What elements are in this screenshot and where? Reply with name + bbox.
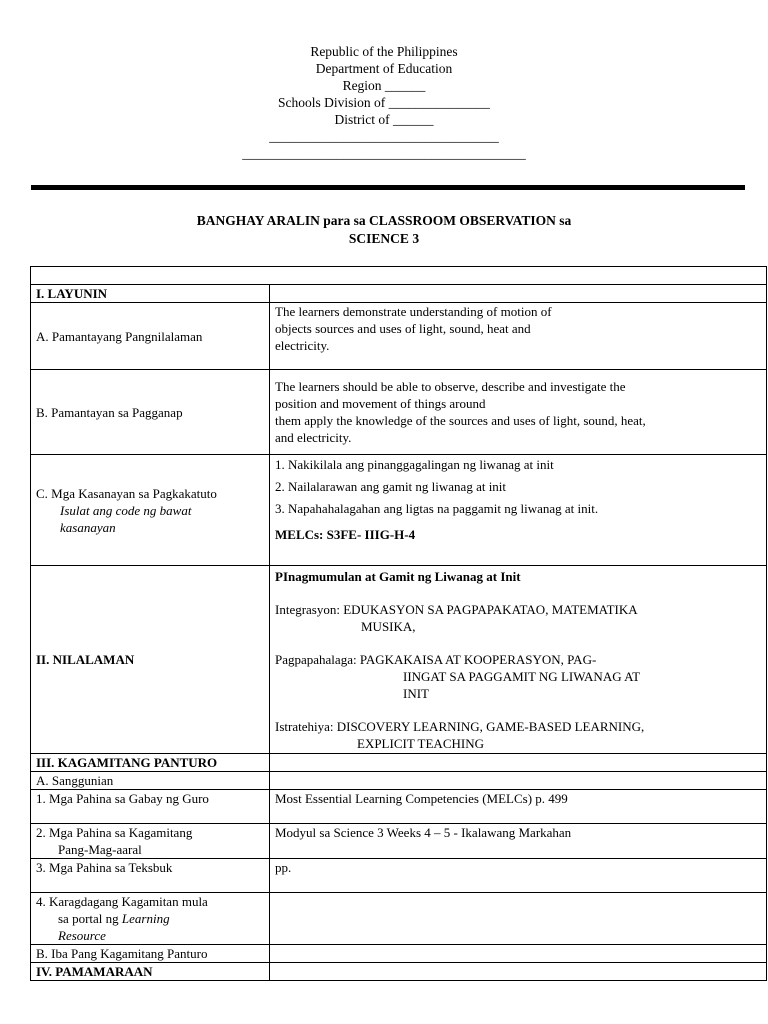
table-row-pamamaraan bbox=[31, 963, 767, 981]
label-portal bbox=[31, 893, 270, 945]
table-row-teksbuk bbox=[31, 859, 767, 893]
competency-item-3: 3. Napahahalagahan ang ligtas na paggamit ng liwanag at init. bbox=[275, 501, 599, 516]
table-row-kasanayan bbox=[31, 455, 767, 566]
b-line-2: position and movement of things around bbox=[275, 396, 486, 411]
pagpapahalaga-line-1: Pagpapahalaga: PAGKAKAISA AT KOOPERASYON, PAG- bbox=[275, 652, 597, 667]
table-row-portal bbox=[31, 893, 767, 945]
value-gabay-guro: Most Essential Learning Competencies (MELCs) p. 499 bbox=[270, 790, 767, 824]
label-kagamitang-mag-aaral bbox=[31, 824, 270, 859]
header-divider bbox=[31, 185, 745, 190]
label-teksbuk: 3. Mga Pahina sa Teksbuk bbox=[31, 859, 270, 893]
a-line-2: objects sources and uses of light, sound, heat and bbox=[275, 321, 531, 336]
lesson-plan-table bbox=[30, 266, 767, 981]
competency-item-1: 1. Nakikilala ang pinanggagalingan ng liwanag at init bbox=[275, 457, 554, 472]
table-row-gabay-guro bbox=[31, 790, 767, 824]
label-sanggunian: A. Sanggunian bbox=[31, 772, 270, 790]
table-row-blank bbox=[31, 267, 767, 285]
table-row-layunin bbox=[31, 285, 767, 303]
table-row-kagamitan bbox=[31, 754, 767, 772]
label-kasanayan bbox=[31, 455, 270, 566]
b-line-4: and electricity. bbox=[275, 430, 352, 445]
value-pamamaraan bbox=[270, 963, 767, 981]
sanggunian-value bbox=[270, 772, 767, 790]
section-kagamitan: III. KAGAMITANG PANTURO bbox=[31, 754, 270, 772]
r2-label-line-1: 2. Mga Pahina sa Kagamitang bbox=[36, 825, 193, 840]
a-line-3: electricity. bbox=[275, 338, 330, 353]
header-blank-line-2: __________________________________________ bbox=[242, 146, 526, 161]
value-teksbuk: pp. bbox=[270, 859, 767, 893]
title-line-1: BANGHAY ARALIN para sa CLASSROOM OBSERVATION sa bbox=[196, 213, 572, 228]
r4-label-line-3: Resource bbox=[58, 928, 106, 943]
competency-item-2: 2. Nailalarawan ang gamit ng liwanag at init bbox=[275, 479, 507, 494]
value-kasanayan bbox=[270, 455, 767, 566]
melc-code: MELCs: S3FE- IIIG-H-4 bbox=[275, 527, 416, 542]
integrasyon-line-2: MUSIKA, bbox=[361, 619, 416, 634]
header-department: Department of Education bbox=[315, 61, 453, 76]
istratehiya-line-1: Istratehiya: DISCOVERY LEARNING, GAME-BASED LEARNING, bbox=[275, 719, 645, 734]
istratehiya-line-2: EXPLICIT TEACHING bbox=[357, 736, 484, 751]
section-pamamaraan: IV. PAMAMARAAN bbox=[31, 963, 270, 981]
label-pamantayan-sa-pagganap: B. Pamantayan sa Pagganap bbox=[31, 370, 270, 455]
title-line-2: SCIENCE 3 bbox=[348, 231, 420, 246]
pagpapahalaga-line-3: INIT bbox=[403, 686, 429, 701]
table-row-pamantayan-sa-pagganap bbox=[31, 370, 767, 455]
section-nilalaman: II. NILALAMAN bbox=[31, 566, 270, 754]
header-republic: Republic of the Philippines bbox=[310, 44, 458, 59]
label-iba-pang-kagamitan: B. Iba Pang Kagamitang Panturo bbox=[31, 945, 270, 963]
header-region: Region ______ bbox=[342, 78, 426, 93]
value-nilalaman bbox=[270, 566, 767, 754]
c-label: C. Mga Kasanayan sa Pagkakatuto bbox=[36, 485, 217, 501]
label-pamantayang-pangnilalaman: A. Pamantayang Pangnilalaman bbox=[31, 303, 270, 370]
integrasyon-line-1: Integrasyon: EDUKASYON SA PAGPAPAKATAO, MATEMATIKA bbox=[275, 602, 638, 617]
value-pamantayang-pangnilalaman bbox=[270, 303, 767, 370]
value-portal bbox=[270, 893, 767, 945]
kagamitan-value bbox=[270, 754, 767, 772]
table-row-sanggunian bbox=[31, 772, 767, 790]
b-line-1: The learners should be able to observe, describe and investigate the bbox=[275, 379, 626, 394]
r4-label-line-2a: sa portal ng bbox=[58, 911, 122, 926]
header-division: Schools Division of _______________ bbox=[278, 95, 490, 110]
c-sub-line-2: kasanayan bbox=[60, 519, 116, 535]
table-row-nilalaman bbox=[31, 566, 767, 754]
label-gabay-guro: 1. Mga Pahina sa Gabay ng Guro bbox=[31, 790, 270, 824]
r4-label-line-1: 4. Karagdagang Kagamitan mula bbox=[36, 894, 208, 909]
r4-label-line-2 bbox=[36, 910, 264, 927]
section-layunin: I. LAYUNIN bbox=[31, 285, 270, 303]
value-iba-pang-kagamitan bbox=[270, 945, 767, 963]
r2-label-line-2: Pang-Mag-aaral bbox=[58, 842, 142, 857]
table-row-iba-pang-kagamitan bbox=[31, 945, 767, 963]
a-line-1: The learners demonstrate understanding of motion of bbox=[275, 304, 552, 319]
value-pamantayan-sa-pagganap bbox=[270, 370, 767, 455]
nilalaman-title: PInagmumulan at Gamit ng Liwanag at Init bbox=[275, 569, 521, 584]
document-header bbox=[0, 43, 768, 162]
value-kagamitang-mag-aaral: Modyul sa Science 3 Weeks 4 – 5 - Ikalawang Markahan bbox=[270, 824, 767, 859]
c-sub-line-1: Isulat ang code ng bawat bbox=[60, 502, 192, 518]
r4-label-line-2b: Learning bbox=[121, 911, 170, 926]
pagpapahalaga-line-2: IINGAT SA PAGGAMIT NG LIWANAG AT bbox=[403, 669, 641, 684]
document-title bbox=[0, 212, 768, 248]
header-district: District of ______ bbox=[334, 112, 434, 127]
blank-cell bbox=[31, 267, 767, 285]
table-row-kagamitang-mag-aaral bbox=[31, 824, 767, 859]
table-row-pamantayang-pangnilalaman bbox=[31, 303, 767, 370]
header-blank-line-1: __________________________________ bbox=[269, 129, 499, 144]
b-line-3: them apply the knowledge of the sources and uses of light, sound, heat, bbox=[275, 413, 646, 428]
layunin-value bbox=[270, 285, 767, 303]
